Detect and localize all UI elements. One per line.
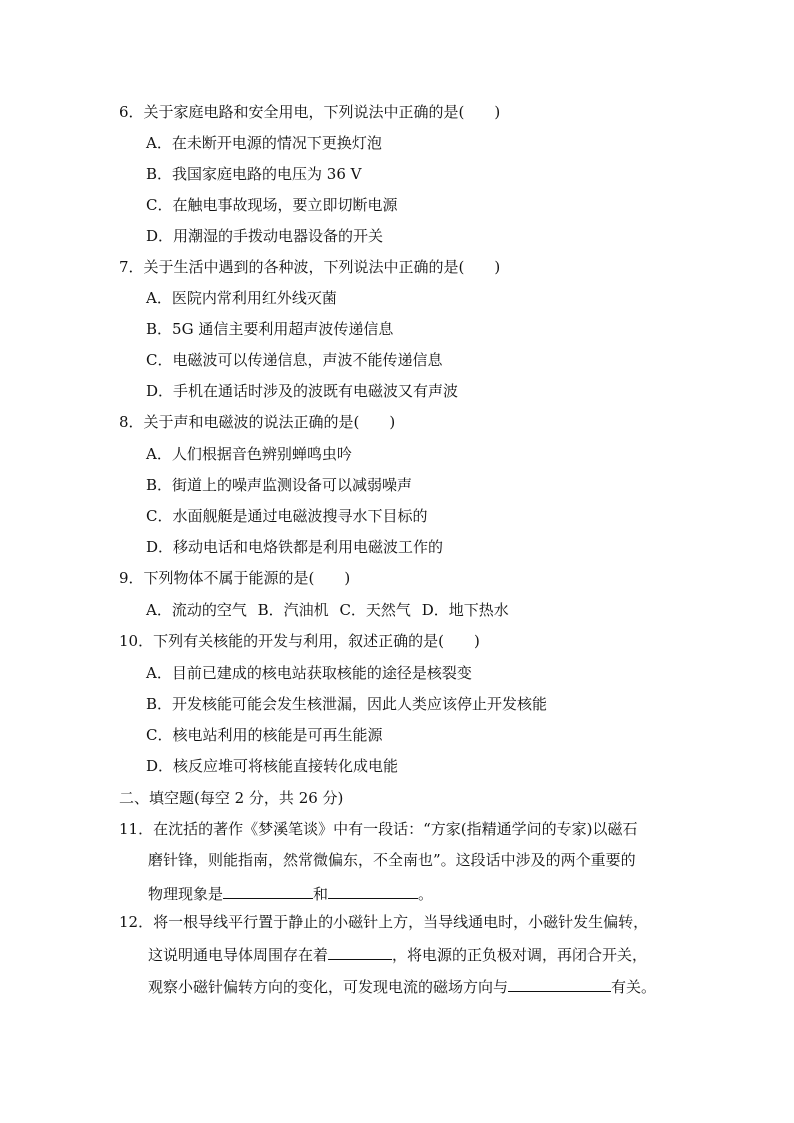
question-11-line-3-text-c: 。	[418, 885, 434, 903]
question-8-option-b: B．街道上的噪声监测设备可以减弱噪声	[146, 476, 413, 494]
question-11-line-3-text-b: 和	[313, 885, 329, 903]
question-12-line-3-text-b: 有关。	[611, 978, 657, 996]
question-10-option-d: D．核反应堆可将核能直接转化成电能	[146, 757, 399, 775]
question-10-option-b: B．开发核能可能会发生核泄漏，因此人类应该停止开发核能	[146, 695, 548, 713]
question-12-line-1: 12．将一根导线平行置于静止的小磁针上方，当导线通电时，小磁针发生偏转，	[119, 913, 649, 931]
question-8-option-c: C．水面舰艇是通过电磁波搜寻水下目标的	[146, 507, 428, 525]
question-11-line-1: 11．在沈括的著作《梦溪笔谈》中有一段话：“方家(指精通学问的专家)以磁石	[119, 820, 638, 838]
question-8-stem: 8．关于声和电磁波的说法正确的是( )	[119, 413, 396, 431]
question-11-blank-1[interactable]	[223, 882, 313, 899]
question-8-option-a: A．人们根据音色辨别蝉鸣虫吟	[146, 445, 352, 463]
question-7-option-d: D．手机在通话时涉及的波既有电磁波又有声波	[146, 382, 459, 400]
question-11-line-3	[148, 882, 433, 904]
question-6-option-b: B．我国家庭电路的电压为 36 V	[146, 165, 362, 183]
question-10-option-c: C．核电站利用的核能是可再生能源	[146, 726, 383, 744]
question-12-line-3-text-a: 观察小磁针偏转方向的变化，可发现电流的磁场方向与	[148, 978, 509, 996]
question-10-stem: 10．下列有关核能的开发与利用，叙述正确的是( )	[119, 632, 480, 650]
question-12-line-2-text-a: 这说明通电导体周围存在着	[148, 946, 329, 964]
question-9-option-d: D．地下热水	[421, 601, 509, 619]
question-12-line-3	[148, 975, 656, 997]
question-7-option-a: A．医院内常利用红外线灭菌	[146, 289, 337, 307]
question-11-blank-2[interactable]	[328, 882, 418, 899]
question-12-blank-2[interactable]	[508, 975, 611, 992]
question-6-option-a: A．在未断开电源的情况下更换灯泡	[146, 134, 382, 152]
question-12-blank-1[interactable]	[328, 943, 392, 960]
question-6-option-c: C．在触电事故现场，要立即切断电源	[146, 196, 398, 214]
question-9-option-b: B．汽油机	[257, 601, 329, 619]
question-7-option-c: C．电磁波可以传递信息，声波不能传递信息	[146, 351, 443, 369]
question-11-line-3-text-a: 物理现象是	[148, 885, 224, 903]
question-8-option-d: D．移动电话和电烙铁都是利用电磁波工作的	[146, 538, 444, 556]
question-6-stem: 6．关于家庭电路和安全用电，下列说法中正确的是( )	[119, 103, 501, 121]
question-9-option-c: C．天然气	[339, 601, 411, 619]
question-9-stem: 9．下列物体不属于能源的是( )	[119, 569, 351, 587]
question-7-option-b: B．5G 通信主要利用超声波传递信息	[146, 320, 394, 338]
question-12-line-2	[148, 943, 647, 965]
question-9-options	[146, 600, 509, 620]
question-10-option-a: A．目前已建成的核电站获取核能的途径是核裂变	[146, 664, 472, 682]
question-9-option-a: A．流动的空气	[146, 601, 247, 619]
question-6-option-d: D．用潮湿的手拨动电器设备的开关	[146, 227, 384, 245]
section-title-fill-in: 二、填空题(每空 2 分，共 26 分)	[119, 789, 344, 807]
question-11-line-2: 磨针锋，则能指南，然常微偏东，不全南也”。这段话中涉及的两个重要的	[148, 851, 636, 869]
question-12-line-2-text-b: ，将电源的正负极对调，再闭合开关，	[392, 946, 648, 964]
question-7-stem: 7．关于生活中遇到的各种波，下列说法中正确的是( )	[119, 258, 501, 276]
